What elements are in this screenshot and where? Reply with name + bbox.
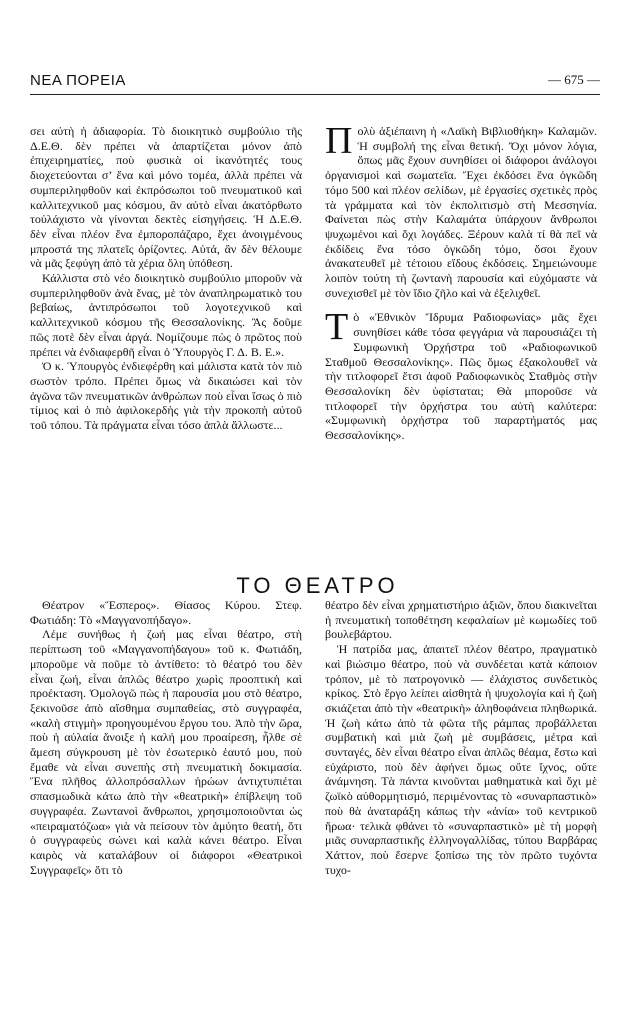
drop-cap: Π [325, 120, 353, 162]
left-column-bottom [30, 598, 302, 877]
paragraph: Λέμε συνήθως ἡ ζωή μας εἶναι θέατρο, στὴ περίπτωση τοῦ «Μαγγανοπήδαγου» τοῦ κ. Φωτιάδη, μποροῦμε νὰ ποῦμε τὸ ἀντίθετο: τὸ θέατρό του δὲν εἶναι ζωή, εἶναι ἁπλῶς θέατρο χωρὶς προοπτικὴ καὶ προέκταση. Ὁμολογῶ πὼς ἡ παρουσία μου στὸ θέατρο, ξεκινοῦσε ἀπὸ αἴσθημα συμπαθείας, στὸ συγγραφέα, «καλὴ στιγμὴ» προηγουμένου ἔργου του. Ἀπὸ τὴν ὥρα, ποὺ ἡ αὐλαία ἄνοιξε ἡ καλή μου προαίρεση, ἦλθε σὲ ἄμεση σύγκρουση μὲ τὸν ἐσωτερικὸ ἑαυτό μου, ποὺ ἔμαθε νὰ εἶναι συνεπὴς στὴ πνευματικὴ δοκιμασία. Ἕνα πλῆθος ἀλλοπρόσαλλων ἡρώων ἀντιχτυπιέται σπασμωδικὰ κάτω ἀπὸ τὴν «θεατρικὴ» ἐπίβλεψη τοῦ συγγραφέα. Ζωντανοὶ ἄνθρωποι, χρησιμοποιοῦνται ὡς «πειραματόζωα» γιὰ νὰ πείσουν τὸν ἀμύητο θεατή, ὅτι ὁ συγγραφεὺς σώνει καὶ καλὰ κάνει θέατρο. Εἶναι καιρὸς νὰ καταλάβουν οἱ διάφοροι «Θεατρικοὶ Συγγραφεῖς» ὅτι τὸ [30, 627, 302, 877]
left-column-top [30, 124, 302, 433]
header-rule [30, 94, 600, 95]
paragraph: Ἡ πατρίδα μας, ἀπαιτεῖ πλέον θέατρο, πραγματικὸ καὶ βιώσιμο θέατρο, ποὺ νὰ συνδέεται κατὰ κάποιον τρόπον, μὲ τὸ πατρογονικὸ — ἐλάχιστος συνδετικὸς κρίκος. Στὸ ἔργο λείπει αἰσθητὰ ἡ ψυχολογία καὶ ἡ ζωὴ σκιάζεται ἀπὸ τὴν «θεατρικὴ» ἀληθοφάνεια πληθωρικά. Ἡ ζωὴ κάτω ἀπὸ τὰ φῶτα τῆς ράμπας προβάλλεται συμβατικὴ καὶ μιὰ ζωὴ μὲ συμβάσεις, μέτρα καὶ συνταγές, δὲν εἶναι θέατρο εἶναι ἁπλῶς θέαμα, ἔστω καὶ εὐχάριστο, ποὺ δὲν ἀφήνει ὅμως οὔτε ἴχνος, οὔτε ἀνάμνηση. Τὰ πάντα κινοῦνται μαθηματικὰ καὶ ὄχι μὲ ζωϊκὸ αὐθορμητισμό, περιμένοντας τὸ «συναρπαστικὸ» ποὺ θὰ ἀναταράξη κάπως τὴν «ἀνία» τοῦ κεντρικοῦ ἥρωα· τελικὰ φθάνει τὸ «συναρπαστικὸ» μὲ τὴ μορφὴ μιᾶς συναρπαστικῆς ἑλληνογαλλίδας, τύπου Βαρβάρας Χάττον, ποὺ ἔσερνε ξοπίσω της τὸν πρῶτο τυχόντα τυχο- [325, 642, 597, 877]
page-header [30, 72, 600, 92]
play-heading: Θέατρον «Ἕσπερος». Θίασος Κύρου. Στεφ. Φωτιάδη: Τὸ «Μαγγανοπήδαγο». [30, 598, 302, 627]
article-library [325, 120, 597, 300]
journal-title: ΝΕΑ ΠΟΡΕΙΑ [30, 72, 126, 89]
paragraph: Κάλλιστα στὸ νέο διοικητικὸ συμβούλιο μποροῦν νὰ συμπεριληφθοῦν ἀνὰ ἕνας, μὲ τὸν ἀναπληρωματικὸ του βεβαίως, ἀντιπρόσωποι τοῦ λογοτεχνικοῦ καὶ καλλιτεχνικοῦ κόσμου τῆς Θεσσαλονίκης. Ἂς δοῦμε πῶς ποτὲ δὲν εἶναι ἀργά. Νομίζουμε πὼς ὁ πρῶτος ποὺ πρέπει νὰ ἐνδιαφερθῆ εἶναι ὁ Ὑπουργὸς Γ. Δ. Β. Ε.». [30, 271, 302, 359]
paragraph: θέατρο δὲν εἶναι χρηματιστήριο ἀξιῶν, ὅπου διακινεῖται ἡ πνευματικὴ τοποθέτηση κεφαλαίων μὲ κωμωδίες τοῦ βουλεβάρτου. [325, 598, 597, 642]
section-title: ΤΟ ΘΕΑΤΡΟ [236, 573, 399, 598]
paragraph: ὸ «Ἐθνικὸν Ἴδρυμα Ραδιοφωνίας» μᾶς ἔχει συνηθίσει κάθε τόσα φεγγάρια νὰ παρουσιάζει τὴ Συμφωνικὴ Ὀρχήστρα τοῦ «Ραδιοφωνικοῦ Σταθμοῦ Θεσσαλονίκης». Πῶς ὅμως ἐξακολουθεῖ νὰ τὴν τιτλοφορεῖ ἔτσι ἀφοῦ Ραδιοφωνικὸς Σταθμὸς στὴν Θεσσαλονίκη δὲν ὑφίσταται; Θὰ μποροῦσε νὰ τιτλοφορεῖ τὴν ὀρχήστρα του αὐτὴ καλύτερα: «Συμφωνικὴ ὀρχήστρα τοῦ παραρτήματός μας Θεσσαλονίκης». [325, 310, 597, 443]
page-number: — 675 — [548, 72, 600, 87]
drop-cap: Τ [325, 306, 349, 349]
right-column-bottom [325, 598, 597, 877]
right-column-top [325, 120, 597, 443]
paragraph: Ὁ κ. Ὑπουργὸς ἐνδιεφέρθη καὶ μάλιστα κατὰ τὸν πιὸ σωστὸν τρόπο. Πρέπει ὅμως νὰ δικαιώσει καὶ τὸν ἀγῶνα τῶν πνευματικῶν ἀνθρώπων ποὺ εἶναι ἴσως ὁ πιὸ τίμιος καὶ ὁ πιὸ ἀφιλοκερδὴς γιὰ τὴν προκοπὴ αὐτοῦ τοῦ τόπου. Τὰ πράγματα εἶναι τόσο ἁπλὰ ἄλλωστε... [30, 359, 302, 433]
paragraph: σει αὐτὴ ἡ ἀδιαφορία. Τὸ διοικητικὸ συμβούλιο τῆς Δ.Ε.Θ. δὲν πρέπει νὰ ἀπαρτίζεται μόνον ἀπὸ ἐπιχειρηματίες, ποὺ φυσικὰ οἱ ἱκανότητές τους διοχετεύονται σ’ ἕνα καὶ μόνο τομέα, ἀλλὰ πρέπει νὰ συμπεριληφθοῦν καὶ ἐκπρόσωποι τοῦ πνευματικοῦ καὶ καλλιτεχνικοῦ μας κόσμου, ἂν αὐτὸ εἶναι ἀκατόρθωτο τοὐλάχιστο νὰ γίνονται δεκτὲς εἰσηγήσεις. Ἡ Δ.Ε.Θ. δὲν εἶναι πλέον ἕνα ἐμποροπάζαρο, ἔχει ἀνοιγμένους μπροστά της πλατεῖς ὁρίζοντες. Αὐτά, ἂν δὲν θέλουμε νὰ μᾶς ξεφύγη ἀπὸ τὰ χέρια ὅλη ὑπόθεση. [30, 124, 302, 271]
paragraph: ολὺ ἀξιέπαινη ἡ «Λαϊκὴ Βιβλιοθήκη» Καλαμῶν. Ἡ συμβολή της εἶναι θετική. Ὄχι μόνον λόγια, ὅπως μᾶς ἔχουν συνηθίσει οἱ διάφοροι ἀνάλογοι ὀργανισμοὶ καὶ σωματεῖα. Ἔχει ἐκδόσει ἕνα ὀγκῶδη τόμο 500 καὶ πλέον σελίδων, μὲ ἐργασίες σχετικὲς πρὸς τὰ γράμματα καὶ τὸν ἐκπολιτισμὸ στὴ Μεσσηνία. Φαίνεται πὼς στὴν Καλαμάτα ὑπάρχουν ἄνθρωποι ψυχωμένοι καὶ ὄχι λογάδες. Ξέρουν καλὰ τί θὰ πεῖ νὰ ἐκδίδεις ἕνα τόσο ὀγκῶδη τόμο, ὅσοι ἔχουν ἀνακατευθεῖ μὲ τέτοιου εἴδους ἐκδόσεις. Σημειώνουμε λοιπὸν τούτη τὴ ζωντανὴ παρουσία καὶ εὐχόμαστε νὰ συνεχισθεῖ μὲ τὸν ἴδιο ζῆλο καὶ νὰ ἐξελιχθεῖ. [325, 124, 597, 300]
article-radio [325, 306, 597, 443]
